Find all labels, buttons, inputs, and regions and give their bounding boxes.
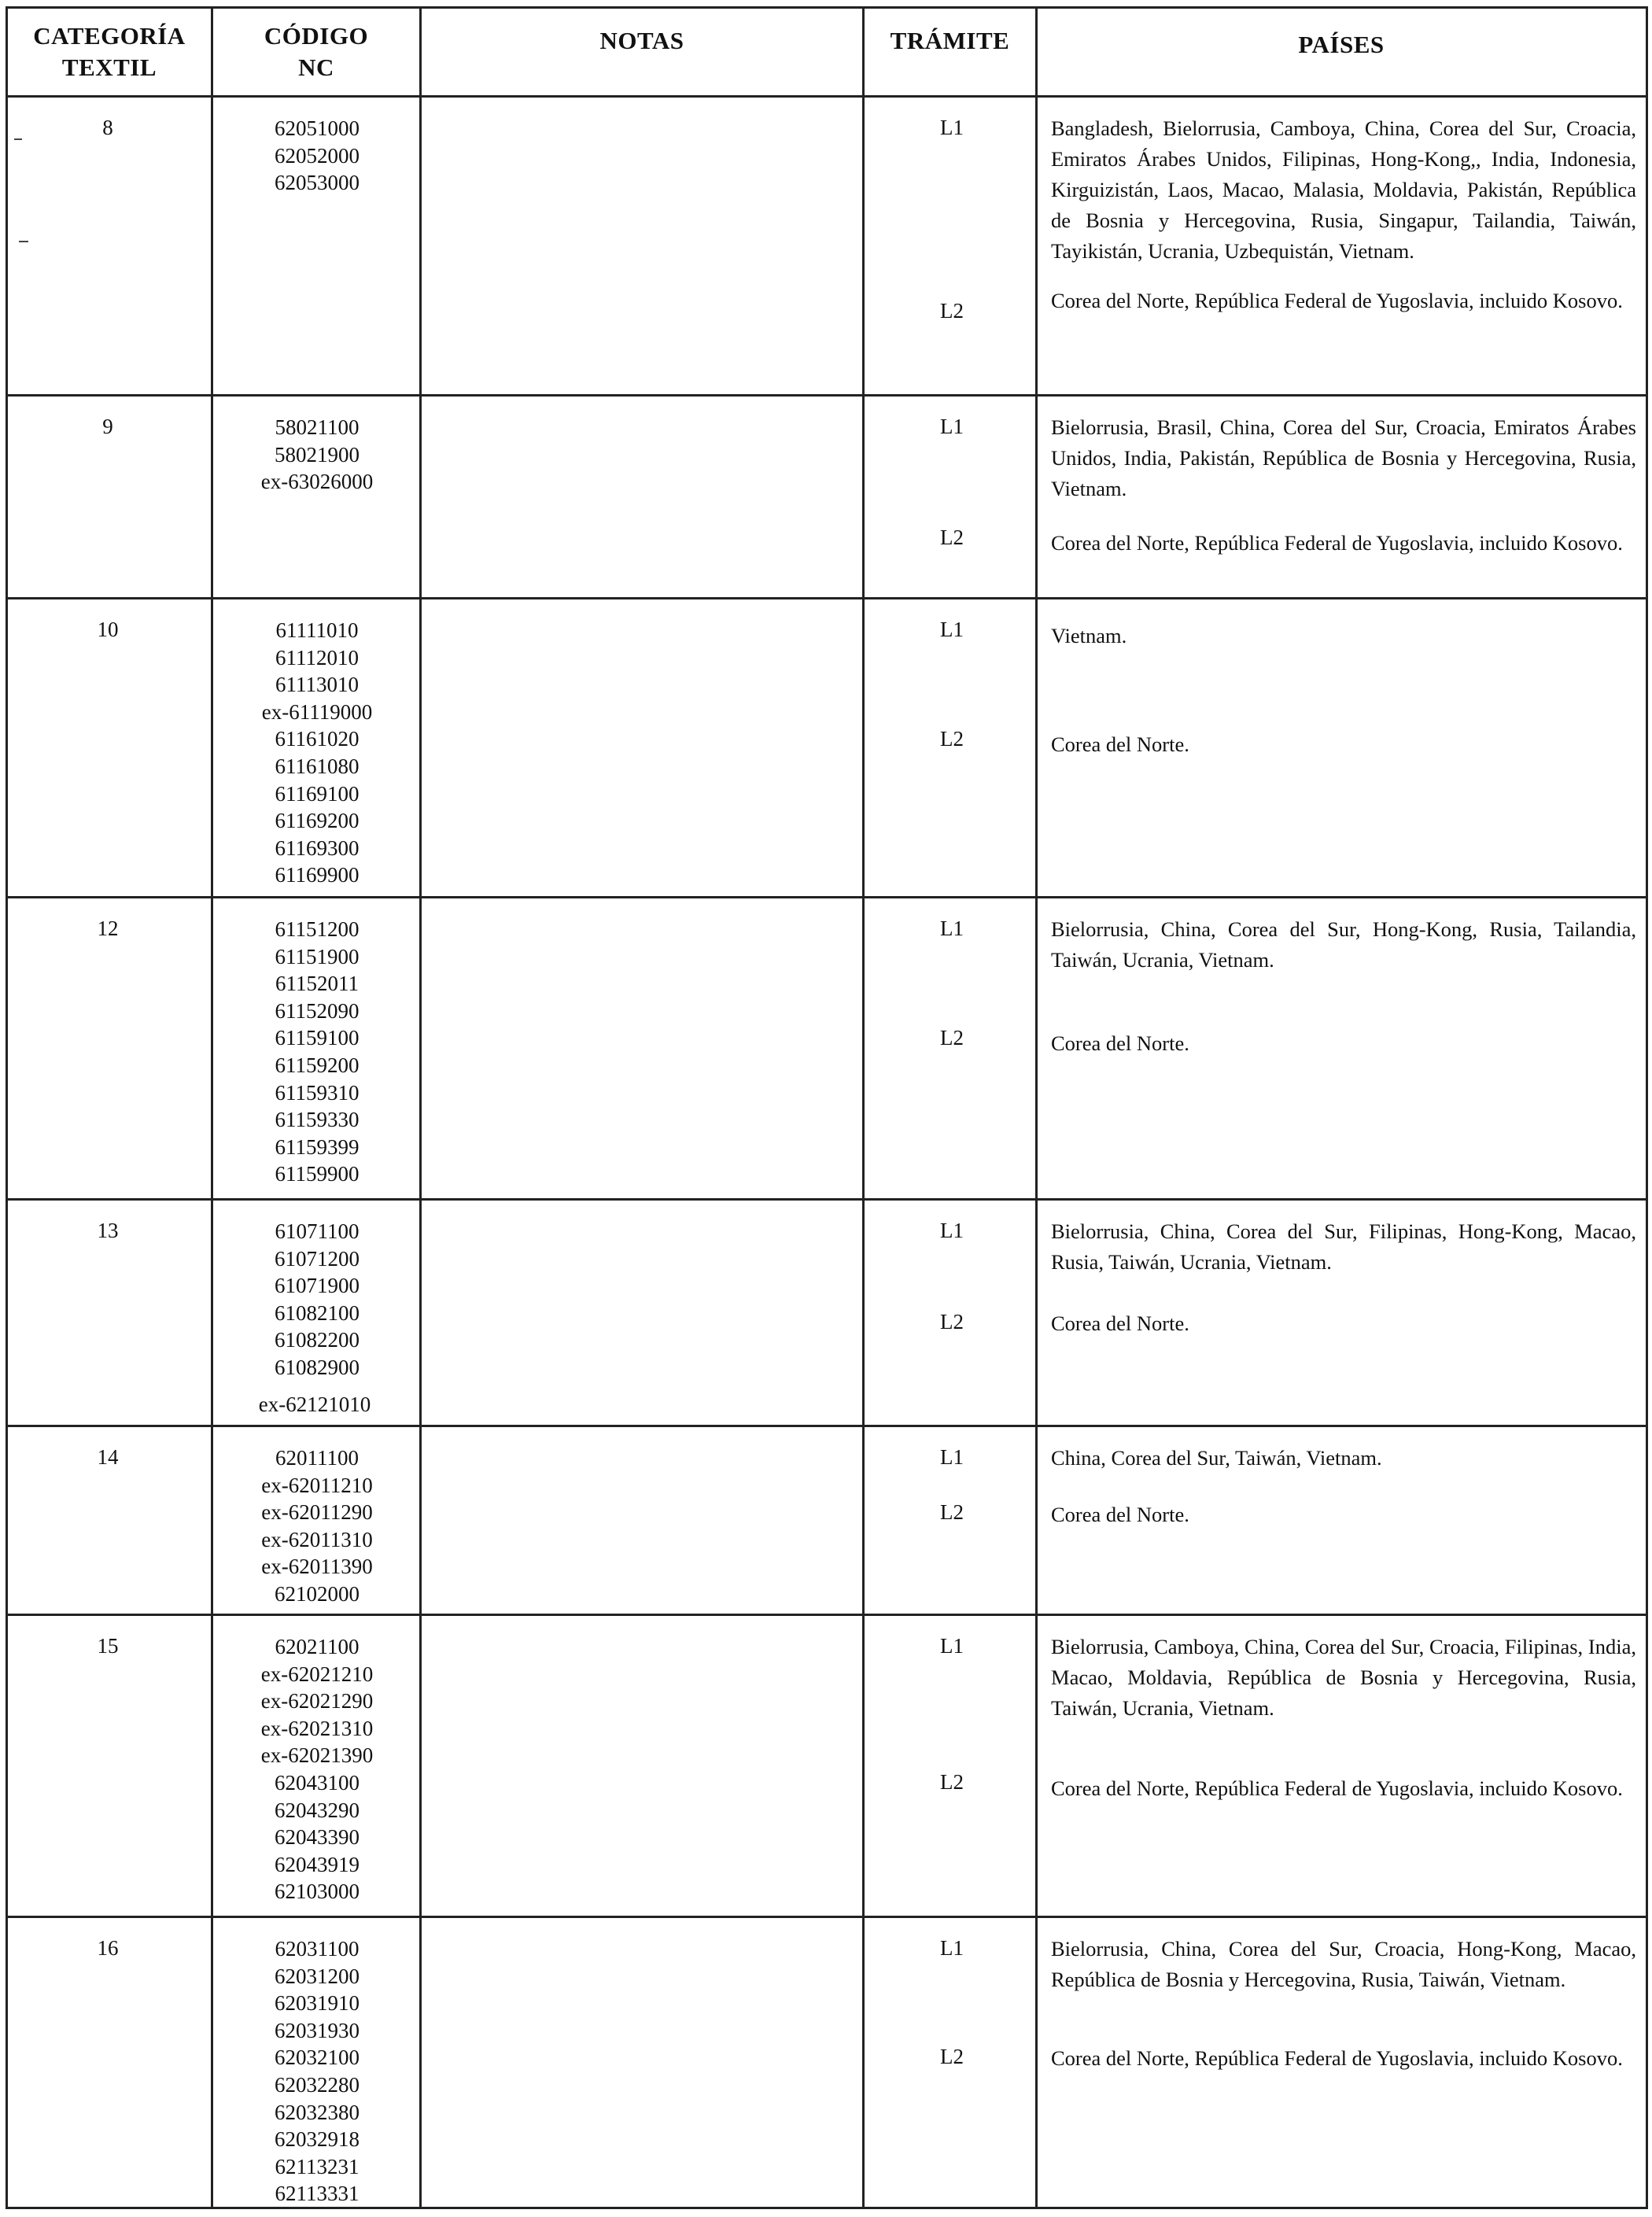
- nc-code: 61159900: [275, 1162, 360, 1186]
- nc-code: ex-62011310: [261, 1527, 373, 1551]
- nc-code: 62031200: [275, 1964, 360, 1988]
- nc-code: 62031930: [275, 2018, 360, 2042]
- nc-code: 61071900: [275, 1274, 360, 1298]
- nc-code: 62031910: [275, 1991, 360, 2016]
- countries-l1: Bangladesh, Bielorrusia, Camboya, China, Corea del Sur, Croacia, Emiratos Árabes Unidos, Filipinas, Hong-Kong,, India, Indonesia, Kirguizistán, Laos, Macao, Malasia, Moldavia, Pakistán, República de Bosnia y Hercegovina, Rusia, Singapur, Tailandia, Taiwán, Tayikistán, Ucrania, Uzbequistán, Vietnam.: [1051, 116, 1636, 263]
- nc-code: 61151900: [275, 944, 360, 968]
- tramite-l1: L1: [940, 1445, 964, 1469]
- nc-code: 61159399: [275, 1134, 360, 1159]
- countries-l1: China, Corea del Sur, Taiwán, Vietnam.: [1051, 1446, 1382, 1470]
- nc-code: 61159330: [275, 1108, 360, 1132]
- nc-code: 61082200: [275, 1328, 360, 1352]
- category-cell: 13: [97, 1219, 119, 1242]
- tramite-l1: L1: [940, 917, 964, 940]
- countries-l1: Vietnam.: [1051, 624, 1127, 647]
- header-codigo-nc: CÓDIGO NC: [264, 22, 369, 81]
- scan-mark: [19, 241, 28, 242]
- nc-code: 58021900: [275, 442, 360, 467]
- countries-l2: Corea del Norte.: [1051, 732, 1189, 756]
- nc-code: 62021100: [275, 1635, 360, 1658]
- nc-code: 61169200: [275, 809, 360, 833]
- nc-code-list: [211, 916, 423, 1188]
- header-categoria-textil: CATEGORÍA TEXTIL: [33, 22, 186, 81]
- header-divider: [8, 95, 1646, 98]
- tramite-l2: L2: [940, 727, 964, 751]
- tramite-l2: L2: [940, 526, 964, 549]
- category-cell: 16: [97, 1936, 119, 1960]
- nc-code-list: [211, 1218, 423, 1418]
- nc-code: 61082100: [275, 1300, 360, 1325]
- nc-code: 61082900: [275, 1355, 360, 1379]
- nc-code: ex-62021310: [260, 1716, 374, 1740]
- countries-l1: Bielorrusia, China, Corea del Sur, Filipinas, Hong-Kong, Macao, Rusia, Taiwán, Ucrania, Vietnam.: [1051, 1219, 1636, 1274]
- category-cell: 9: [102, 415, 113, 438]
- nc-code: ex-62021290: [260, 1689, 374, 1713]
- nc-code: 61159310: [275, 1080, 360, 1105]
- tramite-l2: L2: [940, 1770, 964, 1794]
- nc-code: 61169900: [275, 863, 360, 887]
- row-divider: [8, 597, 1646, 599]
- category-cell: 15: [97, 1634, 119, 1658]
- nc-code: ex-61119000: [261, 699, 373, 724]
- row-divider: [8, 1614, 1646, 1616]
- tramite-l2: L2: [940, 1026, 964, 1049]
- nc-code: 62053000: [275, 171, 360, 195]
- nc-code: 61152011: [275, 972, 359, 996]
- nc-code: ex-62011210: [261, 1473, 373, 1497]
- nc-code-list: [211, 1935, 423, 2208]
- column-divider: [862, 9, 865, 2207]
- nc-code: 61112010: [275, 645, 359, 670]
- header-tramite: TRÁMITE: [890, 27, 1010, 54]
- nc-code: 61169300: [275, 836, 360, 860]
- nc-code: 61151200: [275, 917, 360, 941]
- countries-l1: Bielorrusia, Brasil, China, Corea del Sur, Croacia, Emiratos Árabes Unidos, India, Pakistán, República de Bosnia y Hercegovina, Rusia, Vietnam.: [1051, 415, 1636, 500]
- countries-l2: Corea del Norte, República Federal de Yugoslavia, incluido Kosovo.: [1051, 531, 1623, 555]
- countries-l2: Corea del Norte.: [1051, 1503, 1189, 1526]
- nc-code-list: [211, 115, 423, 197]
- countries-l2: Corea del Norte, República Federal de Yugoslavia, incluido Kosovo.: [1051, 2046, 1623, 2070]
- nc-code: 61152090: [275, 998, 360, 1023]
- header-paises: PAÍSES: [1298, 31, 1385, 58]
- nc-code: 61159200: [275, 1053, 360, 1077]
- column-divider: [1035, 9, 1038, 2207]
- tramite-l1: L1: [940, 1936, 964, 1960]
- scan-mark: [14, 138, 22, 140]
- nc-code: 61071100: [275, 1219, 360, 1243]
- countries-l2: Corea del Norte.: [1051, 1031, 1189, 1055]
- nc-code: 58021100: [275, 415, 360, 439]
- nc-code: ex-62011290: [261, 1500, 373, 1525]
- nc-code: 62043390: [275, 1825, 360, 1850]
- row-divider: [8, 896, 1646, 898]
- nc-code: 61113010: [275, 673, 359, 697]
- tramite-l2: L2: [940, 299, 964, 323]
- tramite-l1: L1: [940, 1219, 964, 1242]
- nc-code: ex-63026000: [260, 470, 374, 494]
- nc-code: ex-62021390: [260, 1743, 374, 1768]
- row-divider: [8, 1198, 1646, 1201]
- nc-code: 62113231: [275, 2154, 360, 2178]
- category-cell: 14: [97, 1445, 119, 1469]
- textile-category-table: [6, 6, 1648, 2209]
- row-divider: [8, 1425, 1646, 1427]
- nc-code-list: [211, 617, 423, 889]
- tramite-l1: L1: [940, 1634, 964, 1658]
- nc-code: ex-62011390: [261, 1555, 373, 1579]
- tramite-l2: L2: [940, 2045, 964, 2068]
- nc-code: 62102000: [275, 1581, 360, 1606]
- nc-code: 62031100: [275, 1937, 360, 1961]
- nc-code-list: [211, 414, 423, 496]
- countries-l2: Corea del Norte.: [1051, 1311, 1189, 1335]
- category-cell: 12: [97, 917, 119, 940]
- nc-code: 61071200: [275, 1246, 360, 1271]
- countries-l2: Corea del Norte, República Federal de Yugoslavia, incluido Kosovo.: [1051, 289, 1623, 312]
- nc-code: 62032380: [275, 2100, 360, 2124]
- row-divider: [8, 1916, 1646, 1918]
- nc-code: 62032100: [275, 2045, 360, 2070]
- nc-code: 62043919: [275, 1852, 360, 1876]
- header-notas: NOTAS: [599, 27, 684, 54]
- nc-code: 61169100: [275, 781, 360, 806]
- nc-code: 62051000: [275, 116, 360, 140]
- nc-code: 62052000: [275, 143, 360, 168]
- category-cell: 8: [102, 116, 113, 139]
- tramite-l2: L2: [940, 1500, 964, 1524]
- row-divider: [8, 394, 1646, 397]
- nc-code: 61111010: [275, 618, 359, 642]
- nc-code: 62113331: [275, 2182, 360, 2206]
- tramite-l1: L1: [940, 618, 964, 641]
- nc-code: 62043290: [275, 1798, 360, 1822]
- nc-code: 62032280: [275, 2072, 360, 2097]
- countries-l1: Bielorrusia, China, Corea del Sur, Hong-Kong, Rusia, Tailandia, Taiwán, Ucrania, Vietnam.: [1051, 917, 1636, 972]
- nc-code: ex-62121010: [258, 1392, 371, 1416]
- nc-code: 62043100: [275, 1770, 360, 1795]
- tramite-l1: L1: [940, 415, 964, 438]
- category-cell: 10: [97, 618, 119, 641]
- nc-code: 61161020: [275, 727, 360, 751]
- nc-code-list: [211, 1444, 423, 1608]
- nc-code: 61161080: [275, 754, 360, 778]
- countries-l1: Bielorrusia, China, Corea del Sur, Croacia, Hong-Kong, Macao, República de Bosnia y Hercegovina, Rusia, Taiwán, Vietnam.: [1051, 1937, 1636, 1991]
- nc-code: 62103000: [275, 1879, 360, 1904]
- nc-code: 62032918: [275, 2127, 360, 2152]
- countries-l2: Corea del Norte, República Federal de Yugoslavia, incluido Kosovo.: [1051, 1776, 1623, 1800]
- nc-code-list: [211, 1633, 423, 1905]
- countries-l1: Bielorrusia, Camboya, China, Corea del Sur, Croacia, Filipinas, India, Macao, Moldavia, República de Bosnia y Hercegovina, Rusia, Taiwán, Ucrania, Vietnam.: [1051, 1635, 1636, 1720]
- nc-code: ex-62021210: [260, 1662, 374, 1686]
- tramite-l1: L1: [940, 116, 964, 139]
- nc-code: 62011100: [275, 1446, 359, 1470]
- nc-code: 61159100: [275, 1026, 360, 1050]
- tramite-l2: L2: [940, 1310, 964, 1334]
